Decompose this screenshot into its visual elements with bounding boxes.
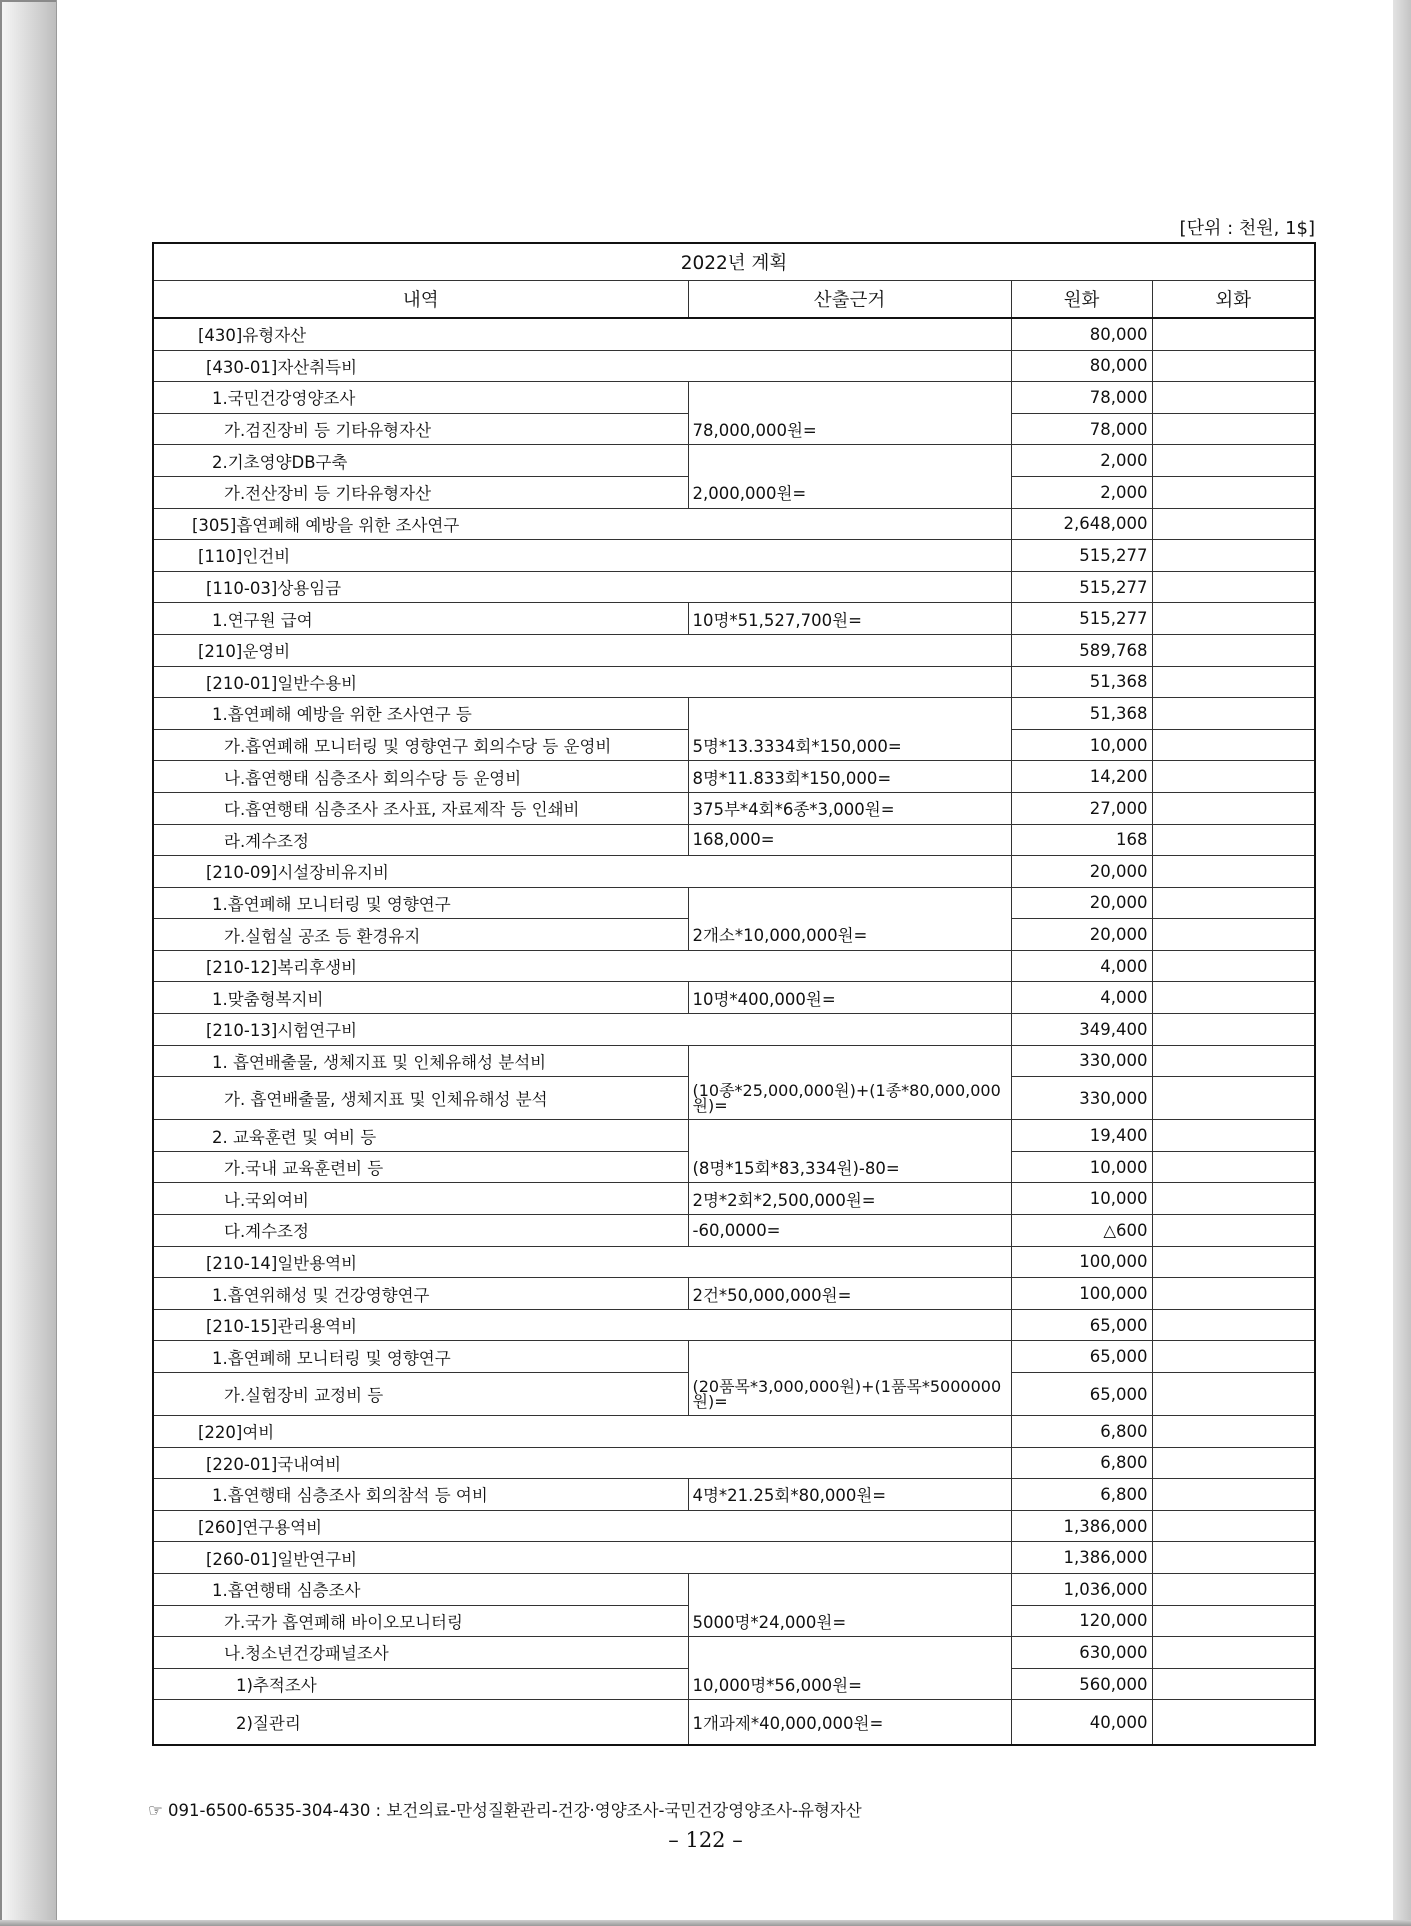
row-won: 19,400: [1011, 1120, 1152, 1152]
budget-code-note: ☞ 091-6500-6535-304-430 : 보건의료-만성질환관리-건강·영양조사-국민건강영양조사-유형자산: [148, 1801, 862, 1820]
table-row: [153, 1120, 1315, 1152]
row-won: 10,000: [1011, 1183, 1152, 1215]
table-row: [153, 1447, 1315, 1479]
table-row: [153, 887, 1315, 919]
row-basis: 2,000,000원=: [688, 476, 1011, 508]
table-row: [153, 1668, 1315, 1700]
row-won: 349,400: [1011, 1014, 1152, 1046]
row-won: 20,000: [1011, 919, 1152, 951]
row-item: [210-14]일반용역비: [153, 1246, 1011, 1278]
page-spine: [0, 0, 56, 1926]
row-item: [305]흡연폐해 예방을 위한 조사연구: [153, 508, 1011, 540]
row-won: 20,000: [1011, 887, 1152, 919]
row-won: 20,000: [1011, 856, 1152, 888]
table-row: [153, 1416, 1315, 1448]
row-won: 515,277: [1011, 603, 1152, 635]
row-foreign: [1152, 571, 1315, 603]
table-row: [153, 1700, 1315, 1746]
page-number: – 122 –: [668, 1828, 743, 1852]
table-row: [153, 413, 1315, 445]
row-won: 6,800: [1011, 1479, 1152, 1511]
row-foreign: [1152, 666, 1315, 698]
row-foreign: [1152, 1246, 1315, 1278]
row-won: 51,368: [1011, 666, 1152, 698]
row-item: 2.기초영양DB구축: [153, 445, 688, 477]
row-basis: [688, 887, 1011, 919]
row-item: 1.흡연폐해 예방을 위한 조사연구 등: [153, 698, 688, 730]
table-row: [153, 698, 1315, 730]
table-row: [153, 508, 1315, 540]
row-foreign: [1152, 476, 1315, 508]
row-basis: 2명*2회*2,500,000원=: [688, 1183, 1011, 1215]
table-row: [153, 603, 1315, 635]
table-row: [153, 350, 1315, 382]
plan-header: 2022년 계획: [153, 243, 1315, 281]
row-foreign: [1152, 1014, 1315, 1046]
table-row: [153, 1151, 1315, 1183]
row-foreign: [1152, 382, 1315, 414]
row-foreign: [1152, 1151, 1315, 1183]
table-row: [153, 1510, 1315, 1542]
row-item: 가.검진장비 등 기타유형자산: [153, 413, 688, 445]
row-foreign: [1152, 1341, 1315, 1373]
row-basis: [688, 1637, 1011, 1669]
row-foreign: [1152, 729, 1315, 761]
row-foreign: [1152, 698, 1315, 730]
row-foreign: [1152, 1542, 1315, 1574]
row-foreign: [1152, 1077, 1315, 1120]
table-row: [153, 1605, 1315, 1637]
table-row: [153, 856, 1315, 888]
row-basis: (8명*15회*83,334원)-80=: [688, 1151, 1011, 1183]
row-foreign: [1152, 603, 1315, 635]
row-foreign: [1152, 792, 1315, 824]
row-foreign: [1152, 413, 1315, 445]
row-won: 2,000: [1011, 445, 1152, 477]
row-basis: (20품목*3,000,000원)+(1품목*5000000원)=: [688, 1373, 1011, 1416]
table-row: [153, 761, 1315, 793]
row-won: 330,000: [1011, 1077, 1152, 1120]
row-won: 40,000: [1011, 1700, 1152, 1746]
row-won: 65,000: [1011, 1373, 1152, 1416]
row-item: [210-13]시험연구비: [153, 1014, 1011, 1046]
table-row: [153, 1246, 1315, 1278]
row-won: 560,000: [1011, 1668, 1152, 1700]
row-item: 1.맞춤형복지비: [153, 982, 688, 1014]
row-foreign: [1152, 824, 1315, 856]
row-basis: (10종*25,000,000원)+(1종*80,000,000원)=: [688, 1077, 1011, 1120]
row-basis: 10명*51,527,700원=: [688, 603, 1011, 635]
row-basis: [688, 445, 1011, 477]
row-won: 80,000: [1011, 318, 1152, 350]
row-won: 1,036,000: [1011, 1573, 1152, 1605]
row-won: 65,000: [1011, 1309, 1152, 1341]
row-item: 가.흡연폐해 모니터링 및 영향연구 회의수당 등 운영비: [153, 729, 688, 761]
row-basis: [688, 1120, 1011, 1152]
table-row: [153, 1542, 1315, 1574]
row-item: 1. 흡연배출물, 생체지표 및 인체유해성 분석비: [153, 1045, 688, 1077]
table-row: [153, 1341, 1315, 1373]
row-basis: 2건*50,000,000원=: [688, 1278, 1011, 1310]
col-header-basis: 산출근거: [688, 281, 1011, 319]
row-won: 4,000: [1011, 950, 1152, 982]
row-won: 630,000: [1011, 1637, 1152, 1669]
table-row: [153, 1077, 1315, 1120]
row-basis: 78,000,000원=: [688, 413, 1011, 445]
table-row: [153, 1637, 1315, 1669]
row-item: 라.계수조정: [153, 824, 688, 856]
row-item: [110]인건비: [153, 540, 1011, 572]
row-item: 2. 교육훈련 및 여비 등: [153, 1120, 688, 1152]
row-foreign: [1152, 1605, 1315, 1637]
row-basis: [688, 1573, 1011, 1605]
table-row: [153, 1278, 1315, 1310]
row-foreign: [1152, 887, 1315, 919]
row-won: 120,000: [1011, 1605, 1152, 1637]
row-item: [210-12]복리후생비: [153, 950, 1011, 982]
row-foreign: [1152, 318, 1315, 350]
row-won: 100,000: [1011, 1278, 1152, 1310]
row-item: [430-01]자산취득비: [153, 350, 1011, 382]
row-item: 1)추적조사: [153, 1668, 688, 1700]
table-row: [153, 571, 1315, 603]
row-won: 515,277: [1011, 540, 1152, 572]
row-won: 168: [1011, 824, 1152, 856]
row-item: 1.국민건강영양조사: [153, 382, 688, 414]
row-item: 나.국외여비: [153, 1183, 688, 1215]
row-basis: 2개소*10,000,000원=: [688, 919, 1011, 951]
col-header-foreign: 외화: [1152, 281, 1315, 319]
row-basis: [688, 382, 1011, 414]
row-won: 1,386,000: [1011, 1542, 1152, 1574]
row-foreign: [1152, 1045, 1315, 1077]
row-basis: 5명*13.3334회*150,000=: [688, 729, 1011, 761]
row-item: 다.흡연행태 심층조사 조사표, 자료제작 등 인쇄비: [153, 792, 688, 824]
row-item: [110-03]상용임금: [153, 571, 1011, 603]
row-won: 100,000: [1011, 1246, 1152, 1278]
row-won: 14,200: [1011, 761, 1152, 793]
table-row: [153, 1045, 1315, 1077]
row-basis: 5000명*24,000원=: [688, 1605, 1011, 1637]
row-basis: 1개과제*40,000,000원=: [688, 1700, 1011, 1746]
table-row: [153, 540, 1315, 572]
row-item: [430]유형자산: [153, 318, 1011, 350]
row-item: 1.흡연폐해 모니터링 및 영향연구: [153, 1341, 688, 1373]
row-item: 가. 흡연배출물, 생체지표 및 인체유해성 분석: [153, 1077, 688, 1120]
table-row: [153, 982, 1315, 1014]
table-row: [153, 729, 1315, 761]
row-foreign: [1152, 1215, 1315, 1247]
table-row: [153, 1309, 1315, 1341]
row-foreign: [1152, 950, 1315, 982]
row-foreign: [1152, 1416, 1315, 1448]
row-item: [220-01]국내여비: [153, 1447, 1011, 1479]
row-basis: -60,0000=: [688, 1215, 1011, 1247]
row-won: △600: [1011, 1215, 1152, 1247]
table-row: [153, 1183, 1315, 1215]
unit-label: [단위 : 천원, 1$]: [1179, 218, 1315, 239]
page-bottom-edge: [0, 1920, 1411, 1926]
row-item: 1.연구원 급여: [153, 603, 688, 635]
col-header-won: 원화: [1011, 281, 1152, 319]
row-item: 2)질관리: [153, 1700, 688, 1746]
row-won: 2,648,000: [1011, 508, 1152, 540]
row-foreign: [1152, 540, 1315, 572]
row-foreign: [1152, 856, 1315, 888]
row-foreign: [1152, 1309, 1315, 1341]
col-header-item: 내역: [153, 281, 688, 319]
row-won: 78,000: [1011, 413, 1152, 445]
table-body: [153, 318, 1315, 1745]
row-foreign: [1152, 1120, 1315, 1152]
row-item: 가.국내 교육훈련비 등: [153, 1151, 688, 1183]
row-basis: [688, 1341, 1011, 1373]
row-foreign: [1152, 1637, 1315, 1669]
table-row: [153, 824, 1315, 856]
row-foreign: [1152, 1447, 1315, 1479]
table-row: [153, 1573, 1315, 1605]
row-foreign: [1152, 1668, 1315, 1700]
row-won: 10,000: [1011, 729, 1152, 761]
table-column-header-row: [153, 281, 1315, 319]
row-basis: 8명*11.833회*150,000=: [688, 761, 1011, 793]
table-row: [153, 919, 1315, 951]
table-row: [153, 792, 1315, 824]
row-won: 330,000: [1011, 1045, 1152, 1077]
row-foreign: [1152, 1479, 1315, 1511]
row-basis: 10명*400,000원=: [688, 982, 1011, 1014]
row-won: 4,000: [1011, 982, 1152, 1014]
row-basis: 4명*21.25회*80,000원=: [688, 1479, 1011, 1511]
row-foreign: [1152, 919, 1315, 951]
table-row: [153, 318, 1315, 350]
row-item: 다.계수조정: [153, 1215, 688, 1247]
page-right-edge: [1393, 0, 1411, 1926]
row-item: 가.국가 흡연폐해 바이오모니터링: [153, 1605, 688, 1637]
row-foreign: [1152, 1573, 1315, 1605]
row-basis: [688, 698, 1011, 730]
row-foreign: [1152, 445, 1315, 477]
budget-table: [152, 242, 1316, 1746]
row-won: 27,000: [1011, 792, 1152, 824]
row-item: [210-01]일반수용비: [153, 666, 1011, 698]
row-item: 1.흡연행태 심층조사: [153, 1573, 688, 1605]
row-won: 515,277: [1011, 571, 1152, 603]
row-item: 가.실험장비 교정비 등: [153, 1373, 688, 1416]
table-row: [153, 1014, 1315, 1046]
row-item: 1.흡연행태 심층조사 회의참석 등 여비: [153, 1479, 688, 1511]
row-basis: 375부*4회*6종*3,000원=: [688, 792, 1011, 824]
table-row: [153, 1373, 1315, 1416]
row-item: [260-01]일반연구비: [153, 1542, 1011, 1574]
row-foreign: [1152, 1700, 1315, 1746]
row-won: 6,800: [1011, 1416, 1152, 1448]
row-foreign: [1152, 1510, 1315, 1542]
row-basis: [688, 1045, 1011, 1077]
row-item: 1.흡연폐해 모니터링 및 영향연구: [153, 887, 688, 919]
row-foreign: [1152, 1183, 1315, 1215]
row-foreign: [1152, 508, 1315, 540]
row-item: 나.흡연행태 심층조사 회의수당 등 운영비: [153, 761, 688, 793]
row-item: 가.실험실 공조 등 환경유지: [153, 919, 688, 951]
table-row: [153, 666, 1315, 698]
row-basis: 168,000=: [688, 824, 1011, 856]
row-item: [210-09]시설장비유지비: [153, 856, 1011, 888]
row-item: [210-15]관리용역비: [153, 1309, 1011, 1341]
row-item: [210]운영비: [153, 634, 1011, 666]
row-foreign: [1152, 761, 1315, 793]
row-won: 78,000: [1011, 382, 1152, 414]
row-won: 65,000: [1011, 1341, 1152, 1373]
row-item: 가.전산장비 등 기타유형자산: [153, 476, 688, 508]
row-foreign: [1152, 1373, 1315, 1416]
table-row: [153, 382, 1315, 414]
row-won: 2,000: [1011, 476, 1152, 508]
row-basis: 10,000명*56,000원=: [688, 1668, 1011, 1700]
row-item: 나.청소년건강패널조사: [153, 1637, 688, 1669]
row-foreign: [1152, 634, 1315, 666]
row-won: 51,368: [1011, 698, 1152, 730]
row-item: [260]연구용역비: [153, 1510, 1011, 1542]
row-won: 10,000: [1011, 1151, 1152, 1183]
row-won: 1,386,000: [1011, 1510, 1152, 1542]
row-item: [220]여비: [153, 1416, 1011, 1448]
row-won: 6,800: [1011, 1447, 1152, 1479]
table-row: [153, 445, 1315, 477]
table-row: [153, 476, 1315, 508]
table-plan-header-row: [153, 243, 1315, 281]
table-row: [153, 1479, 1315, 1511]
table-row: [153, 950, 1315, 982]
row-item: 1.흡연위해성 및 건강영향연구: [153, 1278, 688, 1310]
row-foreign: [1152, 350, 1315, 382]
table-row: [153, 1215, 1315, 1247]
row-foreign: [1152, 982, 1315, 1014]
row-won: 589,768: [1011, 634, 1152, 666]
row-won: 80,000: [1011, 350, 1152, 382]
row-foreign: [1152, 1278, 1315, 1310]
table-row: [153, 634, 1315, 666]
